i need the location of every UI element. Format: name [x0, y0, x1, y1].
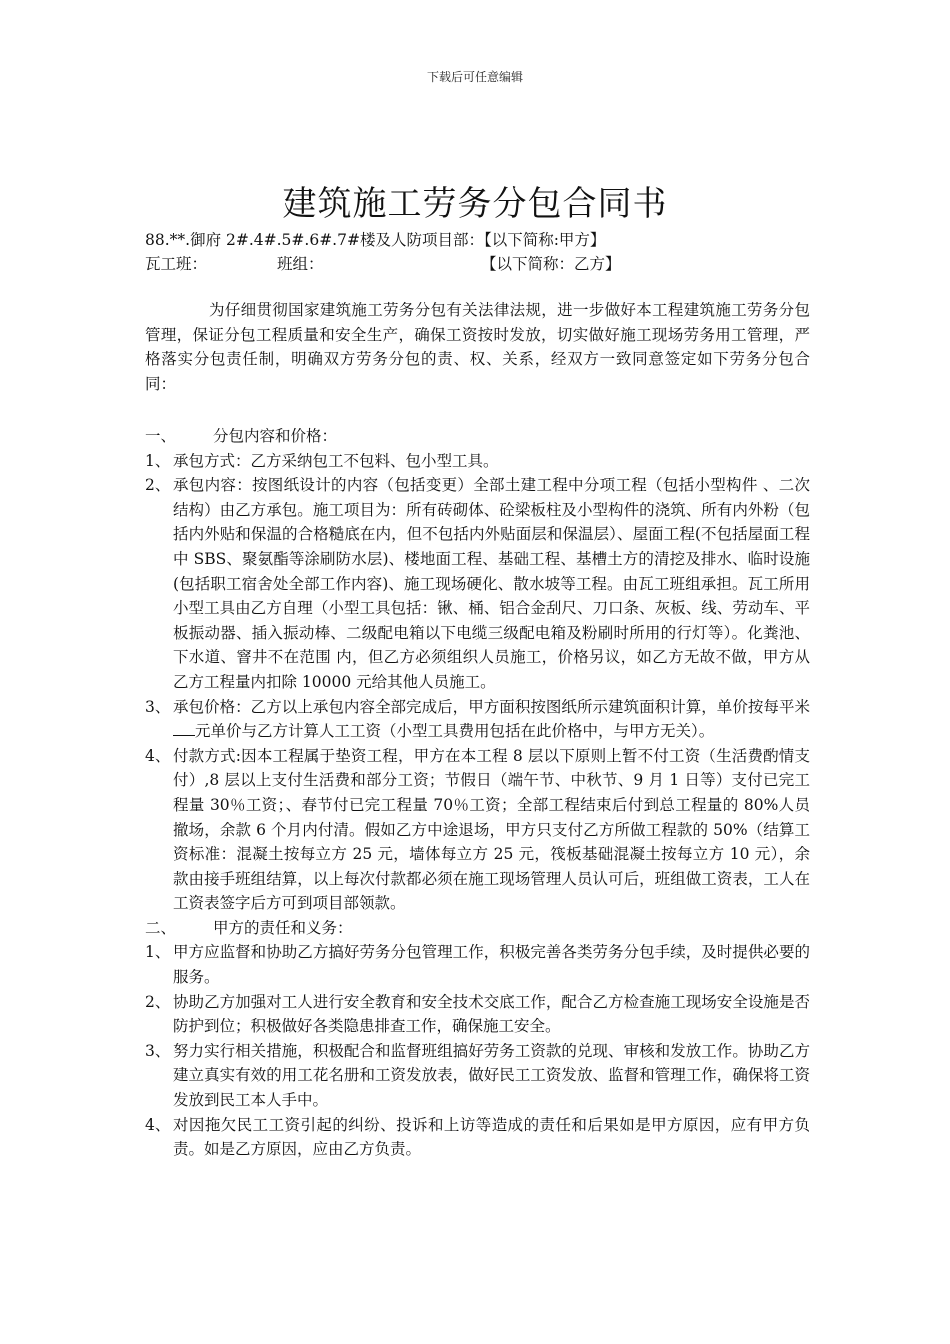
group-label: 班组： — [277, 255, 324, 273]
item-text: 对因拖欠民工工资引起的纠纷、投诉和上访等造成的责任和后果如是甲方原因，应有甲方负责。如是乙方原因，应由乙方负责。 — [173, 1115, 810, 1159]
team-label: 瓦工班： — [145, 255, 208, 273]
item-number: 4、 — [145, 746, 171, 765]
item-text: 努力实行相关措施，积极配合和监督班组搞好劳务工资款的兑现、审核和发放工作。协助乙方建立真实有效的用工花名册和工资发放表，做好民工工资发放、监督和管理工作，确保将工资发放到民工本人手中。 — [173, 1041, 810, 1110]
section-number: 一、 — [145, 427, 177, 445]
item-number: 4、 — [145, 1115, 171, 1134]
price-blank — [173, 721, 195, 736]
item-text: 甲方应监督和协助乙方搞好劳务分包管理工作，积极完善各类劳务分包手续，及时提供必要的服务。 — [173, 943, 810, 987]
section-2-heading — [145, 916, 810, 941]
header-note: 下载后可任意编辑 — [426, 70, 523, 84]
item-text — [173, 695, 810, 744]
item-number: 1、 — [145, 943, 171, 962]
section-title: 分包内容和价格： — [213, 427, 338, 445]
item-number: 3、 — [145, 697, 171, 716]
list-item — [145, 940, 810, 989]
item-text-after: 元单价与乙方计算人工工资（小型工具费用包括在此价格中，与甲方无关）。 — [195, 722, 715, 741]
item-number: 1、 — [145, 451, 171, 470]
item-text: 付款方式:因本工程属于垫资工程，甲方在本工程 8 层以下原则上暂不付工资（生活费酌情支付）,8 层以上支付生活费和部分工资；节假日（端午节、中秋节、9 月 1 日等）支付已完工程量 30％工资；、春节付已完工程量 70％工资；全部工程结束后付到总工程量的 80%人员撤场，余款 6 个月内付清。假如乙方中途退场，甲方只支付乙方所做工程款的 50%（结算工资标准：混凝土按每立方 25 元，墙体每立方 25 元，筏板基础混凝土按每立方 10 元），余款由接手班组结算，以上每次付款都必须在施工现场管理人员认可后，班组做工资表，工人在工资表签字后方可到项目部领款。 — [173, 746, 810, 913]
section-1-heading — [145, 424, 810, 449]
list-item — [145, 990, 810, 1039]
item-text: 承包方式：乙方采纳包工不包料、包小型工具。 — [173, 451, 499, 470]
item-number: 2、 — [145, 476, 171, 495]
section-title: 甲方的责任和义务： — [213, 918, 353, 937]
item-number: 3、 — [145, 1041, 171, 1060]
list-item — [145, 473, 810, 694]
list-item — [145, 449, 810, 474]
party-b-alias: 【以下简称：乙方】 — [481, 255, 621, 273]
list-item — [145, 695, 810, 744]
item-text-before: 承包价格：乙方以上承包内容全部完成后，甲方面积按图纸所示建筑面积计算，单价按每平米 — [173, 697, 810, 716]
list-item — [145, 744, 810, 916]
contract-title: 建筑施工劳务分包合同书 — [282, 184, 668, 224]
intro-paragraph: 为仔细贯彻国家建筑施工劳务分包有关法律法规，进一步做好本工程建筑施工劳务分包管理，保证分包工程质量和安全生产，确保工资按时发放，切实做好施工现场劳务用工管理，严格落实分包责任制，明确双方劳务分包的责、权、关系，经双方一致同意签定如下劳务分包合同： — [145, 301, 810, 393]
contract-body — [145, 424, 810, 1162]
party-b-line — [145, 252, 621, 274]
list-item — [145, 1039, 810, 1113]
item-text: 协助乙方加强对工人进行安全教育和安全技术交底工作，配合乙方检查施工现场安全设施是否防护到位；积极做好各类隐患排查工作，确保施工安全。 — [173, 992, 810, 1036]
item-number: 2、 — [145, 992, 171, 1011]
item-text: 承包内容：按图纸设计的内容（包括变更）全部土建工程中分项工程（包括小型构件 、二次结构）由乙方承包。施工项目为：所有砖砌体、砼梁板柱及小型构件的浇筑、所有内外粉（包括内外贴和保温的合格糙底在内，但不包括内外贴面层和保温层）、屋面工程(不包括屋面工程中 SBS、聚氨酯等涂刷防水层)、楼地面工程、基础工程、基槽土方的清挖及排水、临时设施(包括职工宿舍处全部工作内容)、施工现场硬化、散水坡等工程。由瓦工班组承担。瓦工所用小型工具由乙方自理（小型工具包括：锹、桶、铝合金刮尺、刀口条、灰板、线、劳动车、平板振动器、插入振动棒、二级配电箱以下电缆三级配电箱及粉刷时所用的行灯等）。化粪池、下水道、窨井不在范围 内，但乙方必须组织人员施工，价格另议，如乙方无故不做，甲方从乙方工程量内扣除 10000 元给其他人员施工。 — [173, 476, 810, 691]
section-number: 二、 — [145, 918, 177, 937]
list-item — [145, 1113, 810, 1162]
party-a-line: 88.**.御府 2#.4#.5#.6#.7#楼及人防项目部：【以下简称:甲方】 — [145, 231, 606, 249]
